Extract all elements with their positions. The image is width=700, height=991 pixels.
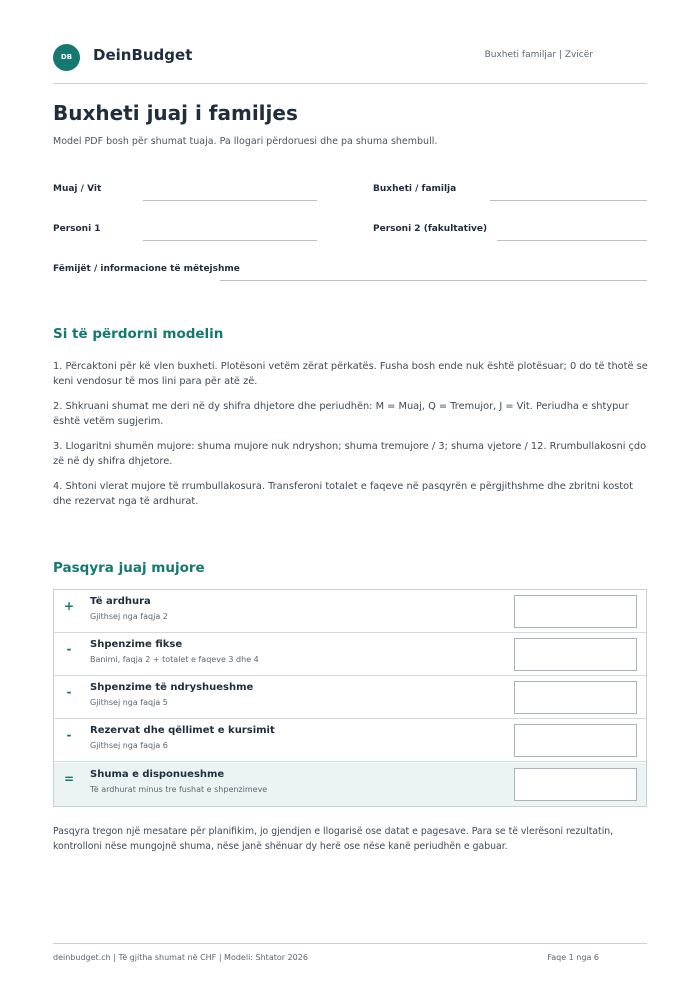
summary-row-reserves bbox=[54, 719, 646, 762]
row-title: Të ardhura bbox=[90, 596, 151, 607]
summary-row-fixed-costs bbox=[54, 633, 646, 676]
month-year-label: Muaj / Vit bbox=[53, 184, 102, 194]
row-title: Shuma e disponueshme bbox=[90, 769, 225, 780]
row-title: Shpenzime të ndryshueshme bbox=[90, 682, 254, 693]
instruction-item: 3. Llogaritni shumën mujore: shuma mujore nuk ndryshon; shuma tremujore / 3; shuma vjetore / 12. Rrumbullakosni çdo zë në dy shifra dhjetore. bbox=[53, 441, 647, 467]
budget-family-field[interactable] bbox=[490, 200, 647, 201]
monthly-summary-table bbox=[53, 589, 647, 807]
minus-sign: - bbox=[66, 642, 72, 656]
person2-field[interactable] bbox=[497, 240, 647, 241]
page-footer bbox=[53, 943, 647, 962]
summary-row-available bbox=[54, 763, 646, 806]
budget-family-label: Buxheti / familja bbox=[373, 184, 457, 194]
instructions-heading: Si të përdorni modelin bbox=[53, 326, 224, 342]
person1-label: Personi 1 bbox=[53, 224, 101, 234]
row-subtitle: Të ardhurat minus tre fushat e shpenzimeve bbox=[90, 785, 268, 794]
row-subtitle: Gjithsej nga faqja 6 bbox=[90, 741, 168, 750]
brand-name: DeinBudget bbox=[93, 46, 193, 64]
footer-info: deinbudget.ch | Të gjitha shumat në CHF | Modeli: Shtator 2026 bbox=[53, 953, 308, 962]
logo-badge: DB bbox=[53, 44, 80, 71]
instruction-item: 2. Shkruani shumat me deri në dy shifra dhjetore dhe periudhën: M = Muaj, Q = Tremujor, J = Vit. Periudha e shtypur është vetëm sugjerim. bbox=[53, 401, 629, 427]
instruction-item: 1. Përcaktoni për kë vlen buxheti. Plotësoni vetëm zërat përkatës. Fusha bosh ende nuk është plotësuar; 0 do të thotë se keni vendosur të mos lini para për atë zë. bbox=[53, 361, 648, 387]
summary-heading: Pasqyra juaj mujore bbox=[53, 560, 205, 576]
available-amount-field[interactable] bbox=[514, 768, 637, 801]
equals-sign: = bbox=[63, 772, 75, 786]
row-title: Shpenzime fikse bbox=[90, 639, 183, 650]
summary-row-income bbox=[54, 590, 646, 633]
summary-note: Pasqyra tregon një mesatare për planifikim, jo gjendjen e llogarisë ose datat e pagesave. Para se të vlerësoni rezultatin, kontrolloni nëse mungojnë shuma, nëse janë shënuar dy herë ose nëse kanë periudhën e gabuar. bbox=[53, 826, 614, 852]
minus-sign: - bbox=[66, 685, 72, 699]
header-context: Buxheti familjar | Zvicër bbox=[484, 50, 593, 60]
row-title: Rezervat dhe qëllimet e kursimit bbox=[90, 725, 275, 736]
summary-row-variable-costs bbox=[54, 676, 646, 719]
children-label: Fëmijët / informacione të mëtejshme bbox=[53, 264, 240, 274]
row-subtitle: Banimi, faqja 2 + totalet e faqeve 3 dhe 4 bbox=[90, 655, 259, 664]
person2-label: Personi 2 (fakultative) bbox=[373, 224, 488, 234]
reserves-amount-field[interactable] bbox=[514, 724, 637, 757]
row-subtitle: Gjithsej nga faqja 5 bbox=[90, 698, 168, 707]
page-header bbox=[53, 42, 647, 84]
page-subtitle: Model PDF bosh për shumat tuaja. Pa llogari përdoruesi dhe pa shuma shembull. bbox=[53, 136, 438, 147]
instruction-item: 4. Shtoni vlerat mujore të rrumbullakosura. Transferoni totalet e faqeve në pasqyrën e përgjithshme dhe zbritni kostot dhe rezervat nga të ardhurat. bbox=[53, 481, 633, 507]
variable-costs-amount-field[interactable] bbox=[514, 681, 637, 714]
month-year-field[interactable] bbox=[143, 200, 317, 201]
page-title: Buxheti juaj i familjes bbox=[53, 101, 298, 125]
plus-sign: + bbox=[63, 599, 75, 613]
income-amount-field[interactable] bbox=[514, 595, 637, 628]
children-field[interactable] bbox=[220, 280, 647, 281]
page-number: Faqe 1 nga 6 bbox=[547, 953, 599, 962]
row-subtitle: Gjithsej nga faqja 2 bbox=[90, 612, 168, 621]
person1-field[interactable] bbox=[143, 240, 317, 241]
minus-sign: - bbox=[66, 728, 72, 742]
fixed-costs-amount-field[interactable] bbox=[514, 638, 637, 671]
